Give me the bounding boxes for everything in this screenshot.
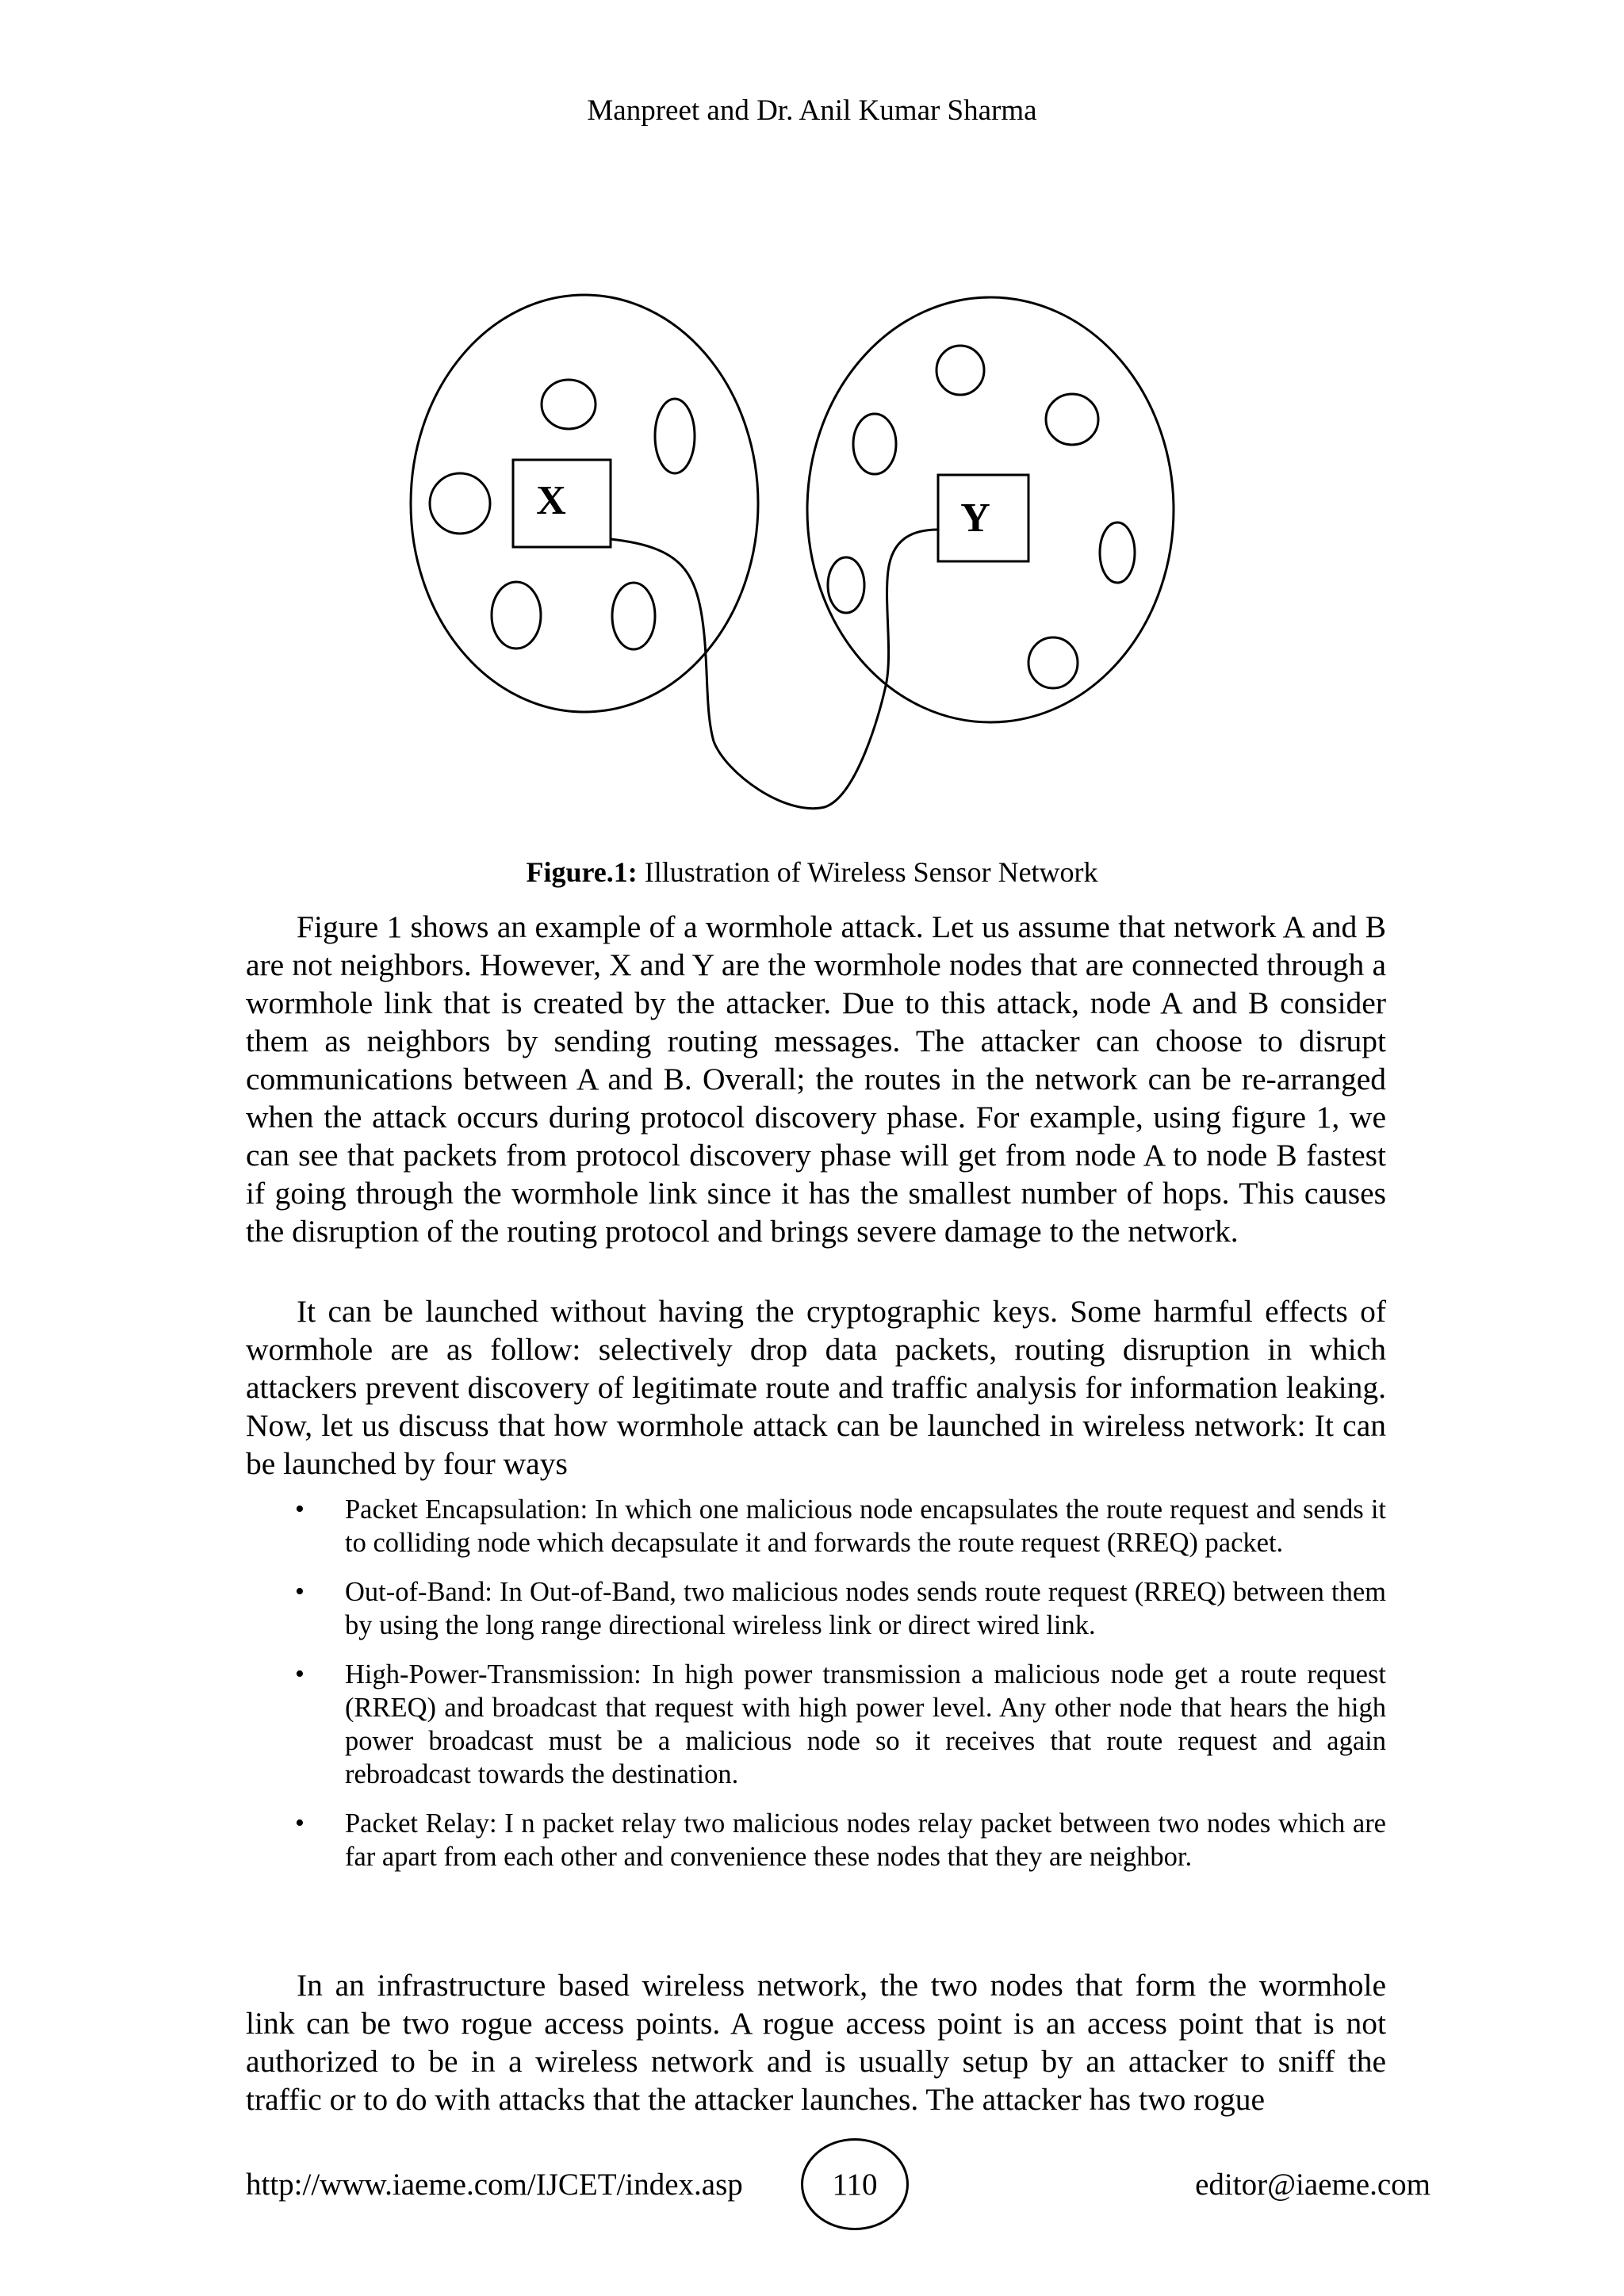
wormhole-node-x-label: X: [536, 478, 566, 523]
bullet-icon: •: [295, 1577, 304, 1606]
list-item: [246, 1575, 1386, 1642]
figure-caption-label: Figure.1:: [526, 856, 638, 888]
paragraph: In an infrastructure based wireless network, the two nodes that form the wormhole link can be two rogue access points. A rogue access point is an access point that is not authorized to be in a wireless network and is usually setup by an attacker to sniff the traffic or to do with attacks that the attacker launches. The attacker has two rogue: [246, 1968, 1386, 2117]
list-item: [246, 1658, 1386, 1791]
paragraph: It can be launched without having the cryptographic keys. Some harmful effects of wormhole are as follow: selectively drop data packets, routing disruption in which attackers prevent discovery of legitimate route and traffic analysis for information leaking. Now, let us discuss that how wormhole attack can be launched in wireless network: It can be launched by four ways: [246, 1294, 1386, 1481]
bullet-icon: •: [295, 1808, 304, 1838]
list-item-text: High-Power-Transmission: In high power transmission a malicious node get a route request (RREQ) and broadcast that request with high power level. Any other node that hears the high power broadcast must be a malicious node so it receives that route request and again rebroadcast towards the destination.: [345, 1659, 1386, 1789]
list-item-text: Packet Encapsulation: In which one malicious node encapsulates the route request and sends it to colliding node which decapsulate it and forwards the route request (RREQ) packet.: [345, 1494, 1386, 1558]
bullet-icon: •: [295, 1494, 304, 1524]
wormhole-node-y-label: Y: [960, 496, 990, 541]
page-number: 110: [801, 2138, 909, 2230]
list-item-text: Packet Relay: I n packet relay two malicious nodes relay packet between two nodes which are far apart from each other and convenience these nodes that they are neighbor.: [345, 1808, 1386, 1872]
paragraph: Figure 1 shows an example of a wormhole attack. Let us assume that network A and B are not neighbors. However, X and Y are the wormhole nodes that are connected through a wormhole link that is created by the attacker. Due to this attack, node A and B consider them as neighbors by sending routing messages. The attacker can choose to disrupt communications between A and B. Overall; the routes in the network can be re-arranged when the attack occurs during protocol discovery phase. For example, using figure 1, we can see that packets from protocol discovery phase will get from node A to node B fastest if going through the wormhole link since it has the smallest number of hops. This causes the disruption of the routing protocol and brings severe damage to the network.: [246, 909, 1386, 1249]
figure-caption-text: Illustration of Wireless Sensor Network: [637, 856, 1098, 888]
body-text: [246, 0, 1386, 2296]
list-item-text: Out-of-Band: In Out-of-Band, two malicious nodes sends route request (RREQ) between them by using the long range directional wireless link or direct wired link.: [345, 1577, 1386, 1640]
footer-url-link[interactable]: http://www.iaeme.com/IJCET/index.asp: [246, 2168, 743, 2202]
running-head-authors: Manpreet and Dr. Anil Kumar Sharma: [587, 94, 1037, 127]
list-item: [246, 1493, 1386, 1559]
footer-email-link[interactable]: editor@iaeme.com: [1195, 2168, 1431, 2202]
list-item: [246, 1807, 1386, 1873]
attack-method-list: [246, 1493, 1386, 1889]
bullet-icon: •: [295, 1659, 304, 1689]
